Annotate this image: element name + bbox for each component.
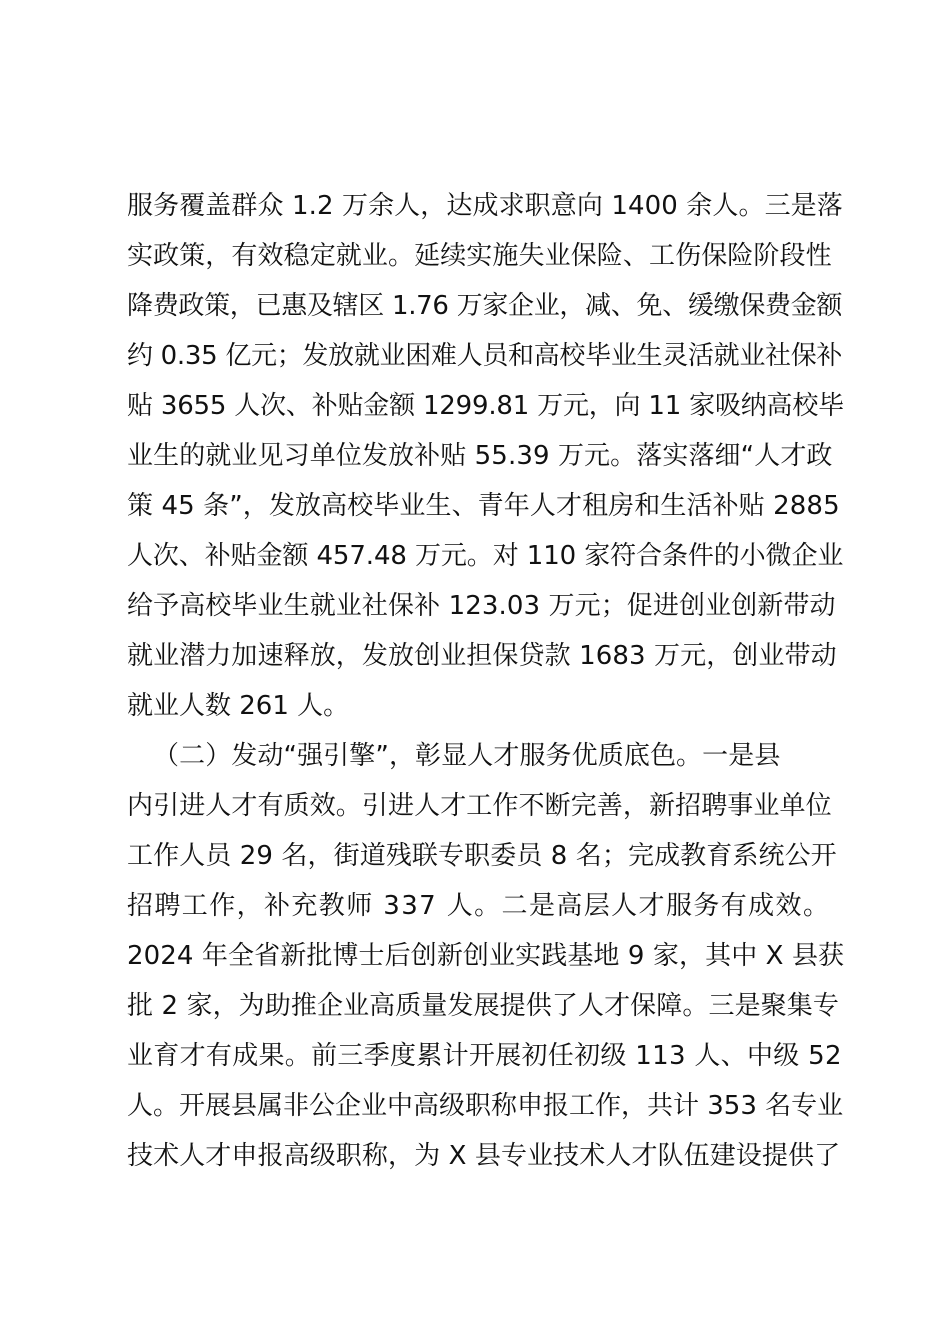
text-line: 业育才有成果。前三季度累计开展初任初级 113 人、中级 52 (127, 1041, 842, 1071)
text-line: 约 0.35 亿元；发放就业困难人员和高校毕业生灵活就业社保补 (127, 341, 843, 371)
text-line: 技术人才申报高级职称，为 X 县专业技术人才队伍建设提供了 (127, 1141, 841, 1171)
text-line: 贴 3655 人次、补贴金额 1299.81 万元，向 11 家吸纳高校毕 (127, 391, 844, 421)
text-line: 业生的就业见习单位发放补贴 55.39 万元。落实落细“人才政 (127, 441, 833, 471)
text-line: 给予高校毕业生就业社保补 123.03 万元；促进创业创新带动 (127, 591, 836, 621)
text-line: 人次、补贴金额 457.48 万元。对 110 家符合条件的小微企业 (127, 541, 844, 571)
text-line: 招聘工作，补充教师 337 人。二是高层人才服务有成效。 (127, 891, 831, 921)
text-line: 就业潜力加速释放，发放创业担保贷款 1683 万元，创业带动 (127, 641, 837, 671)
text-line: 服务覆盖群众 1.2 万余人，达成求职意向 1400 余人。三是落 (127, 191, 843, 221)
text-line: 批 2 家，为助推企业高质量发展提供了人才保障。三是聚集专 (127, 991, 839, 1021)
text-line: 2024 年全省新批博士后创新创业实践基地 9 家，其中 X 县获 (127, 941, 845, 971)
text-line: 策 45 条”，发放高校毕业生、青年人才租房和生活补贴 2885 (127, 491, 840, 521)
text-line: 工作人员 29 名，街道残联专职委员 8 名；完成教育系统公开 (127, 841, 837, 871)
text-line: 就业人数 261 人。 (127, 691, 350, 721)
text-line: 内引进人才有质效。引进人才工作不断完善，新招聘事业单位 (127, 791, 832, 821)
text-line: 人。开展县属非公企业中高级职称申报工作，共计 353 名专业 (127, 1091, 844, 1121)
paragraph-heading-line: （二）发动“强引擎”，彰显人才服务优质底色。一是县 (153, 741, 781, 771)
text-line: 实政策，有效稳定就业。延续实施失业保险、工伤保险阶段性 (127, 241, 832, 271)
text-line: 降费政策，已惠及辖区 1.76 万家企业，减、免、缓缴保费金额 (127, 291, 843, 321)
